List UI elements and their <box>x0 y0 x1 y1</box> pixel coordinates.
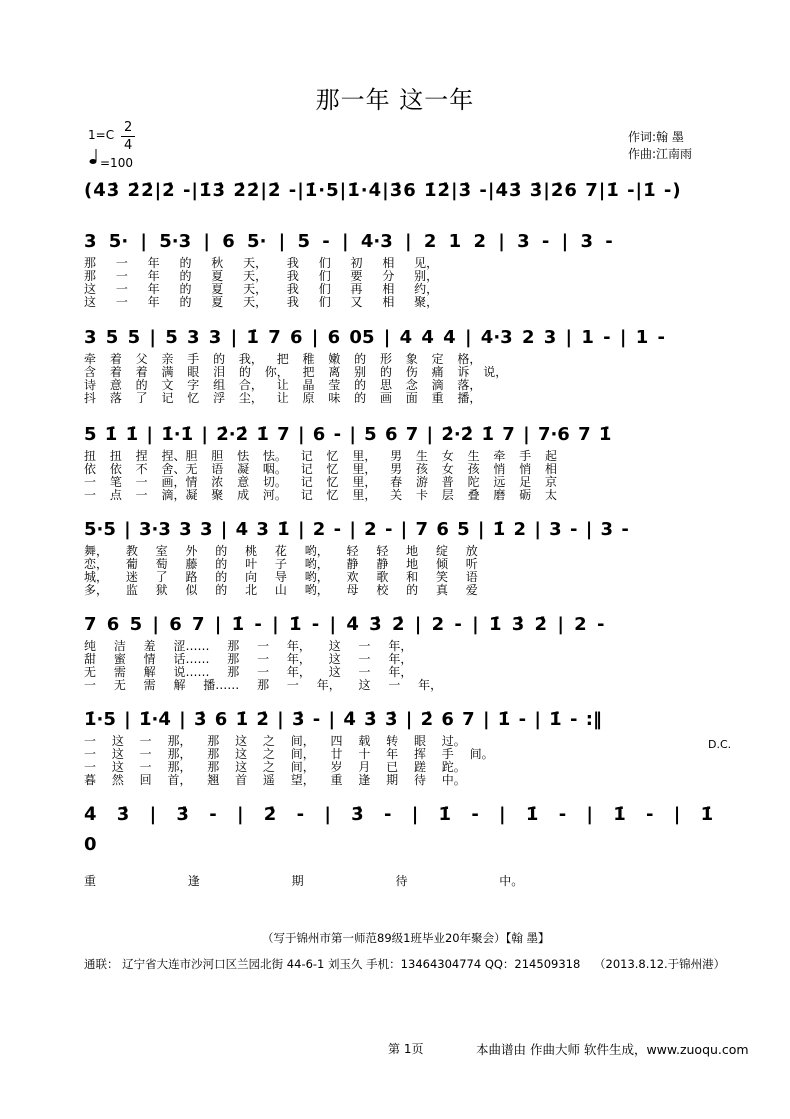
lyric-line: 这 一 年 的 夏 天， 我 们 又 相 聚， <box>84 295 439 309</box>
lyric-line: 无 需 解 说…… 那 一 年， 这 一 年， <box>84 665 413 679</box>
tempo-marking: =100 <box>100 156 133 170</box>
score-system <box>84 323 724 405</box>
generator-credit: 本曲谱由 作曲大师 软件生成，www.zuoqu.com <box>476 1042 749 1057</box>
time-sig-divider <box>121 136 135 137</box>
notation-line: (4̇3̇ 2̇2̇|2̇ -|1̇3̇ 2̇2̇|2̇ -|1̇·5|1̇·4̇|3̇6 1̇2̇|3̇ -|4̇3̇ 3̇|2̇6 7|1̇ -|1̇ -) <box>84 180 682 201</box>
time-sig-top: 2 <box>124 120 133 135</box>
notation-line: 5·5 | 3·3 3 3 | 4 3 1̇ | 2 - | 2 - | 7 6 5 | 1̇ 2 | 3 - | 3 - <box>84 519 629 540</box>
lyric-line: 多， 监 狱 似 的 北 山 哟， 母 校 的 真 爱 <box>84 583 478 597</box>
lyric-line: 一 这 一 那， 那 这 之 间， 岁 月 已 蹉 跎。 <box>84 760 466 774</box>
lyric-line: 重 逢 期 待 中。 <box>84 874 524 888</box>
page-number: 第 1页 <box>388 1042 424 1056</box>
lyric-line: 诗 意 的 文 字 组 合， 让 晶 莹 的 思 念 滴 落， <box>84 378 482 392</box>
lyric-line: 一 点 一 滴，凝 聚 成 河。 记 忆 里， 关 卡 层 叠 磨 砺 太 <box>84 488 558 502</box>
lyric-line: 暮 然 回 首， 翘 首 遥 望， 重 逢 期 待 中。 <box>84 773 466 787</box>
lyricist-credit: 作词:翰 墨 <box>628 130 684 144</box>
notation-line: 1̇·5 | 1̇·4̇ | 3̇ 6 1̇ 2̇ | 3̇ - | 4̇ 3̇ 3̇ | 2̇ 6 7 | 1̇ - | 1̇ - :‖ <box>84 709 602 730</box>
lyric-line: 城， 迷 了 路 的 向 导 哟， 欢 歌 和 笑 语 <box>84 570 478 584</box>
contact-info: 通联： 辽宁省大连市沙河口区兰园北街 44-6-1 刘玉久 手机：13464304774 QQ：214509318 <box>84 957 581 971</box>
lyric-line: 甜 蜜 情 话…… 那 一 年， 这 一 年， <box>84 652 413 666</box>
quarter-note-icon <box>88 148 98 165</box>
score-system <box>84 800 724 855</box>
lyric-line: 舞， 教 室 外 的 桃 花 哟， 轻 轻 地 绽 放 <box>84 544 478 558</box>
composition-date: （2013.8.12.于锦州港） <box>594 957 726 971</box>
lyric-line: 一 笔 一 画，情 浓 意 切。 记 忆 里， 春 游 普 陀 远 足 京 <box>84 475 558 489</box>
dc-marking: D.C. <box>708 738 732 751</box>
notation-line: 7 6 5 | 6 7 | 1̇ - | 1̇ - | 4̇ 3̇ 2̇ | 2 - | 1̇ 3̇ 2̇ | 2 - <box>84 614 605 635</box>
score-system <box>84 705 724 787</box>
lyric-line: 扭 扭 捏 捏、胆 胆 怯 怯。 记 忆 里， 男 生 女 生 牵 手 起 <box>84 449 558 463</box>
score-system <box>84 420 724 502</box>
lyric-line: 依 依 不 舍、无 语 凝 咽。 记 忆 里， 男 孩 女 孩 悄 悄 相 <box>84 462 558 476</box>
notation-line: 3 5· | 5·3 | 6 5· | 5 - | 4·3 | 2 1 2 | 3 - | 3 - <box>84 231 613 252</box>
notation-line: 4̇ 3̇ | 3̇ - | 2̇ - | 3̇ - | 1̇ - | 1̇ - | 1̇ - | 1̇ 0 <box>84 804 714 855</box>
lyric-line: 一 无 需 解 播…… 那 一 年， 这 一 年， <box>84 678 443 692</box>
lyric-line: 那 一 年 的 夏 天， 我 们 要 分 别， <box>84 269 439 283</box>
lyric-line: 牵 着 父 亲 手 的 我， 把 稚 嫩 的 形 象 定 格， <box>84 352 482 366</box>
lyric-line: 纯 洁 羞 涩…… 那 一 年， 这 一 年， <box>84 639 413 653</box>
lyric-line: 一 这 一 那， 那 这 之 间， 廿 十 年 挥 手 间。 <box>84 747 494 761</box>
notation-line: 3 5 5 | 5 3 3 | 1̇ 7 6 | 6 05 | 4 4 4 | 4·3 2 3 | 1 - | 1 - <box>84 327 666 348</box>
lyric-line: 抖 落 了 记 忆 浮 尘， 让 原 味 的 画 面 重 播， <box>84 391 482 405</box>
score-system <box>84 176 724 206</box>
time-sig-bottom: 4 <box>124 138 133 153</box>
lyric-line: 这 一 年 的 夏 天， 我 们 再 相 约， <box>84 282 439 296</box>
notation-line: 5 1̇ 1̇ | 1̇·1̇ | 2̇·2̇ 1̇ 7 | 6 - | 5 6 7 | 2̇·2̇ 1̇ 7 | 7·6 7 1̇ <box>84 424 612 445</box>
lyric-line: 一 这 一 那， 那 这 之 间， 四 载 转 眼 过。 <box>84 734 466 748</box>
lyric-line: 含 着 着 满 眼 泪 的 你， 把 离 别 的 伤 痛 诉 说， <box>84 365 508 379</box>
lyric-line: 那 一 年 的 秋 天， 我 们 初 相 见， <box>84 256 439 270</box>
lyric-line: 恋， 葡 萄 藤 的 叶 子 哟， 静 静 地 倾 听 <box>84 557 478 571</box>
song-title: 那一年 这一年 <box>315 86 475 114</box>
score-system <box>84 610 724 692</box>
key-signature: 1=C <box>88 128 115 142</box>
score-system <box>84 515 724 597</box>
score-system <box>84 227 724 309</box>
composer-credit: 作曲:江南雨 <box>628 147 693 161</box>
dedication: （写于锦州市第一师范89级1班毕业20年聚会）【翰 墨】 <box>262 931 550 945</box>
